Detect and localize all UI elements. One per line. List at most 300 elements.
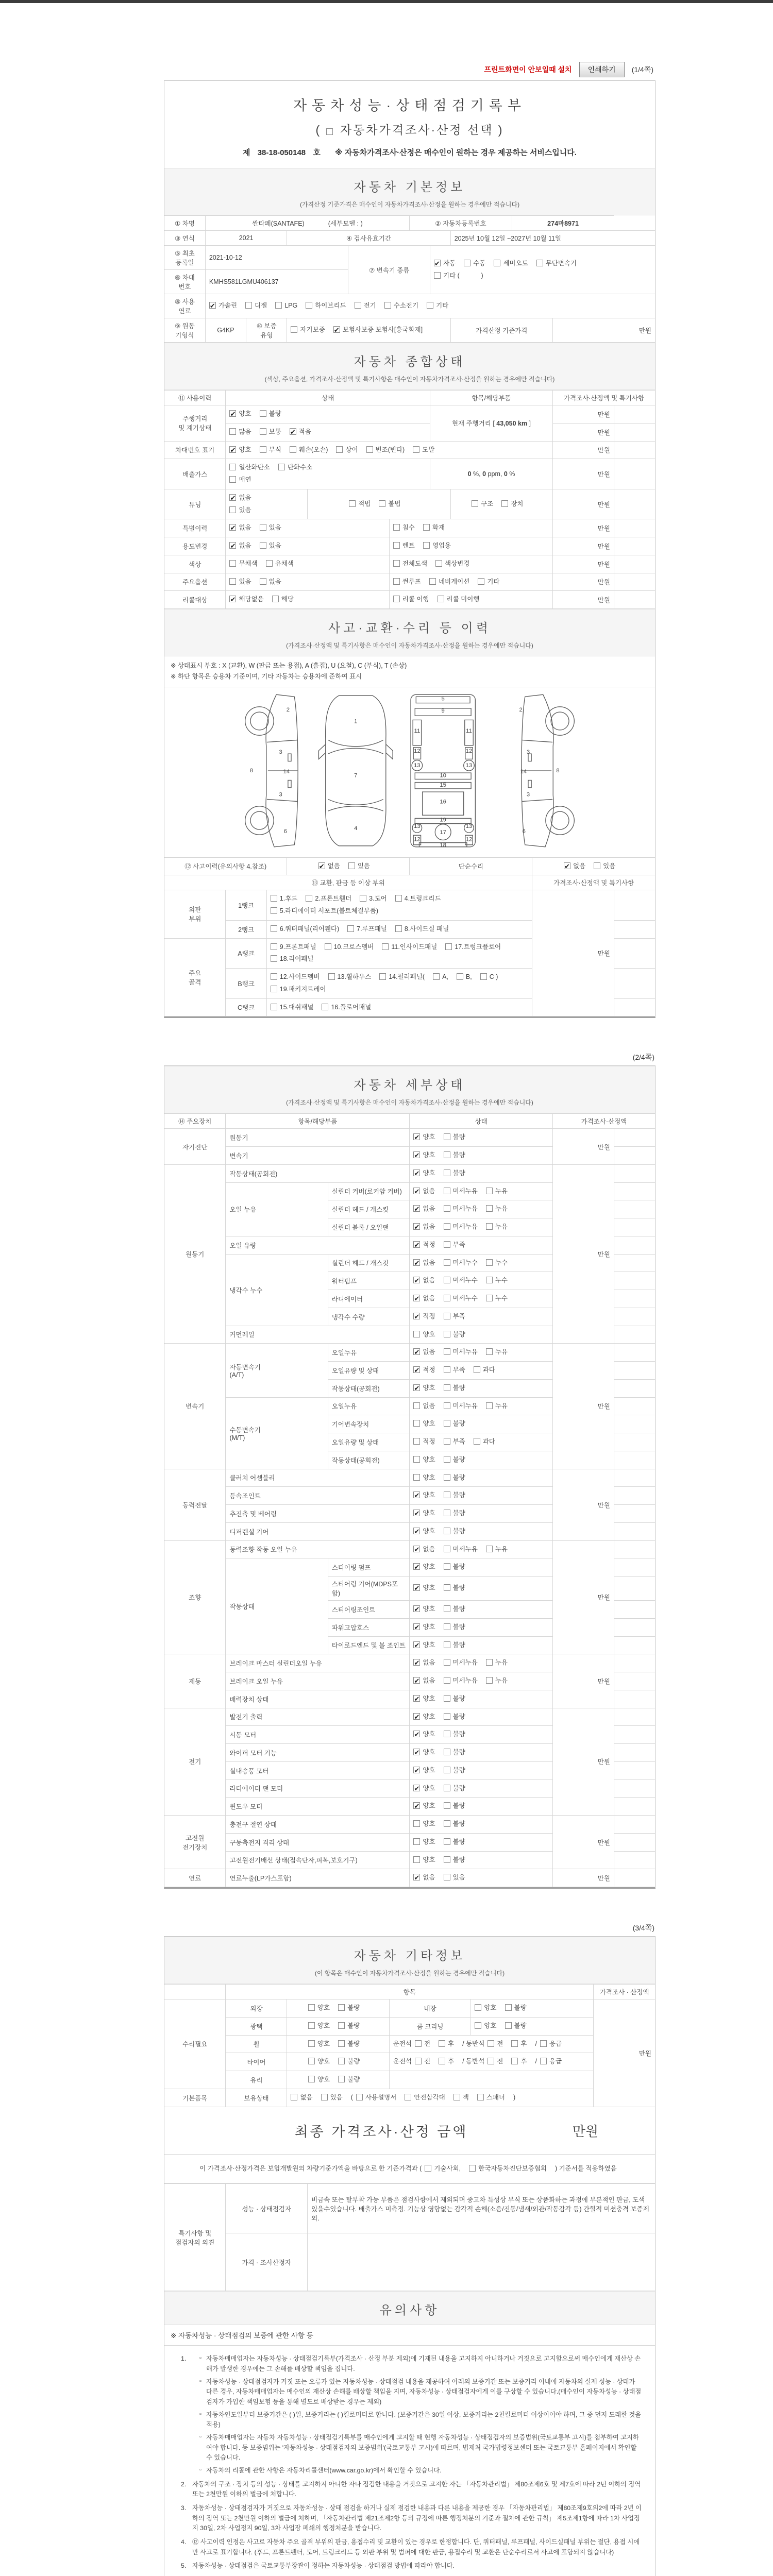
opt-상이: 상이 [336,444,358,456]
vin-mark-label: 차대번호 표기 [164,441,226,459]
opt-16.플로어패널: 16.플로어패널 [322,1002,371,1014]
checkbox[interactable] [444,1492,450,1498]
opt-불량: 불량 [444,1603,465,1616]
tuning-label: 튜닝 [164,489,226,519]
accident-history-label: ⑫ 사고이력(유의사항 4.참조) [164,857,287,875]
opt-양호: 양호 [413,1418,435,1430]
checkbox[interactable] [413,1456,420,1463]
checkbox[interactable] [336,446,343,453]
item-label: 동력조향 작동 오일 누유 [226,1540,410,1558]
checkbox[interactable] [229,476,236,483]
checkbox[interactable] [413,1474,420,1481]
checkbox[interactable] [444,1348,450,1355]
opt-불량: 불량 [338,2002,360,2014]
checkbox[interactable] [325,943,331,950]
checkbox[interactable] [413,1856,420,1863]
state-options [410,1672,553,1690]
checkbox[interactable] [474,1438,480,1445]
checkbox[interactable] [260,524,266,531]
리콜대상-label: 리콜대상 [164,591,226,609]
opt-전: 전 [415,2056,430,2068]
checkbox-checked[interactable] [413,1584,420,1591]
opt-부족: 부족 [444,1239,465,1251]
checkbox[interactable] [505,2004,512,2011]
checkbox[interactable] [245,302,252,309]
checkbox[interactable] [444,1528,450,1534]
checkbox[interactable] [433,973,440,980]
checkbox-checked[interactable] [318,862,325,869]
checkbox[interactable] [444,1402,450,1409]
checkbox-checked[interactable] [413,1623,420,1630]
checkbox-checked[interactable] [229,446,236,453]
checkbox-checked[interactable] [229,524,236,531]
spare [614,1851,655,1869]
checkbox[interactable] [486,1188,493,1194]
checkbox[interactable] [486,1402,493,1409]
spare [614,1433,655,1451]
spare [614,1618,655,1636]
checkbox[interactable] [444,1205,450,1212]
checkbox[interactable] [260,428,266,435]
checkbox-checked[interactable] [413,1205,420,1212]
checkbox[interactable] [435,560,442,567]
checkbox-checked[interactable] [413,1348,420,1355]
opt-해당없음: ✔ 해당없음 [229,594,263,606]
inspector-label: 성능 · 상태점검자 [226,2184,308,2233]
특별이력-label: 특별이력 [164,519,226,537]
checkbox[interactable] [444,1695,450,1702]
checkbox[interactable] [434,272,441,279]
checkbox-checked[interactable] [564,862,570,869]
checkbox[interactable] [444,1731,450,1737]
checkbox[interactable] [488,2058,494,2064]
checkbox[interactable] [486,1295,493,1301]
checkbox[interactable] [291,326,297,333]
hold-state-label: 보유상태 [226,2089,287,2107]
checkbox[interactable] [444,1366,450,1373]
checkbox[interactable] [444,1295,450,1301]
checkbox[interactable] [413,1820,420,1827]
checkbox[interactable] [444,1785,450,1791]
checkbox[interactable] [444,1749,450,1755]
checkbox[interactable] [395,895,402,902]
opt-12.사이드멤버: 12.사이드멤버 [271,971,320,984]
opt-불량: 불량 [444,1489,465,1502]
checkbox[interactable] [423,524,430,531]
opt-누유: 누유 [486,1544,508,1556]
checkbox[interactable] [393,560,400,567]
opt-19.패키지트레이: 19.패키지트레이 [271,984,326,996]
checkbox[interactable] [480,973,487,980]
spare [614,1236,655,1254]
state-options [410,1601,553,1619]
checkbox[interactable] [260,542,266,549]
checkbox[interactable] [444,1151,450,1158]
checkbox-checked[interactable] [434,260,441,266]
checkbox-checked[interactable] [413,1605,420,1612]
checkbox-checked[interactable] [413,1802,420,1809]
diagram-part-13: 13 [465,823,473,829]
checkbox[interactable] [355,302,361,309]
checkbox-checked[interactable] [413,1528,420,1534]
checkbox[interactable] [415,2040,422,2047]
spare [614,1505,655,1523]
checkbox[interactable] [486,1259,493,1266]
fuel-options [205,294,655,318]
opt-있음: 있음 [321,2092,343,2104]
state-options [226,555,389,573]
print-install-hint-link[interactable]: 프린트화면이 안보일때 설치 [484,65,572,74]
checkbox[interactable] [425,2165,431,2172]
checkbox-checked[interactable] [413,1546,420,1552]
checkbox[interactable] [382,943,389,950]
checkbox[interactable] [444,1563,450,1570]
opt-전: 전 [415,2038,430,2050]
checkbox[interactable] [266,560,273,567]
checkbox[interactable] [229,464,236,470]
checkbox[interactable] [393,596,400,602]
checkbox[interactable] [347,925,354,932]
checkbox[interactable] [429,578,436,585]
checkbox[interactable] [379,973,386,980]
sub-item-label: 라디에이터 [328,1290,410,1308]
checkbox[interactable] [260,410,266,417]
spare [614,1164,655,1182]
checkbox[interactable] [413,446,419,453]
checkbox[interactable] [306,302,312,309]
checkbox[interactable] [308,2022,315,2029]
price-unit: 만원 [532,890,614,1016]
checkbox[interactable] [308,2076,315,2082]
checkbox-checked[interactable] [413,1151,420,1158]
state-options [226,537,389,555]
checkbox-checked[interactable] [333,326,340,333]
checkbox[interactable] [360,895,366,902]
checkbox[interactable] [229,428,236,435]
checkbox[interactable] [229,506,236,513]
checkbox[interactable] [384,302,391,309]
checkbox-checked[interactable] [413,1641,420,1648]
spare [614,1798,655,1816]
checkbox[interactable] [472,500,478,507]
checkbox-checked[interactable] [413,1133,420,1140]
checkbox[interactable] [469,2165,476,2172]
checkbox-checked[interactable] [413,1492,420,1498]
checkbox[interactable] [444,1677,450,1684]
checkbox[interactable] [444,1856,450,1863]
checkbox[interactable] [444,1277,450,1283]
checkbox[interactable] [308,2004,315,2011]
checkbox[interactable] [338,2058,345,2064]
checkbox[interactable] [322,1004,328,1010]
col-device: ⑭ 주요장치 [164,1114,226,1129]
checkbox[interactable] [444,1838,450,1845]
checkbox-checked[interactable] [413,1874,420,1880]
checkbox[interactable] [439,2040,445,2047]
checkbox[interactable] [444,1584,450,1591]
spare [614,1833,655,1851]
checkbox[interactable] [338,2004,345,2011]
checkbox-checked[interactable] [413,1223,420,1230]
checkbox[interactable] [494,260,500,266]
checkbox-checked[interactable] [413,1313,420,1319]
checkbox-checked[interactable] [413,1695,420,1702]
window-top-edge [0,0,773,3]
sub-item-label: 오일유량 및 상태 [328,1433,410,1451]
checkbox[interactable] [444,1605,450,1612]
spare [614,1636,655,1654]
spare [614,1326,655,1344]
checkbox[interactable] [444,1713,450,1720]
checkbox[interactable] [453,2094,460,2100]
checkbox[interactable] [290,446,296,453]
checkbox[interactable] [477,2094,484,2100]
checkbox[interactable] [278,464,285,470]
spare [614,1726,655,1744]
spare [614,489,655,519]
checkbox[interactable] [444,1546,450,1552]
opt-불량: 불량 [444,1693,465,1705]
checkbox[interactable] [438,596,444,602]
checkbox[interactable] [488,2040,494,2047]
checkbox[interactable] [486,1205,493,1212]
checkbox[interactable] [271,1004,277,1010]
checkbox-checked[interactable] [413,1295,420,1301]
opt-응급: 응급 [540,2038,562,2050]
checkbox[interactable] [444,1767,450,1773]
checkbox-checked[interactable] [229,494,236,501]
state-options [410,1708,553,1726]
print-button[interactable]: 인쇄하기 [579,62,625,77]
checkbox[interactable] [444,1623,450,1630]
checkbox[interactable] [338,2022,345,2029]
checkbox-checked[interactable] [413,1241,420,1248]
checkbox[interactable] [444,1510,450,1516]
checkbox[interactable] [486,1277,493,1283]
spare [614,1522,655,1540]
checkbox[interactable] [415,2058,422,2064]
checkbox[interactable] [229,578,236,585]
checkbox[interactable] [338,2076,345,2082]
checkbox[interactable] [328,973,335,980]
checkbox[interactable] [444,1241,450,1248]
checkbox-checked[interactable] [413,1659,420,1666]
checkbox-checked[interactable] [413,1749,420,1755]
opt-불량: 불량 [444,1418,465,1430]
inline-text: ) [513,2093,516,2101]
checkbox[interactable] [393,578,400,585]
price-select-checkbox[interactable] [326,128,333,135]
opt-누유: 누유 [486,1400,508,1413]
opt-양호: 양호 [308,2002,330,2014]
spare [614,1761,655,1780]
checkbox[interactable] [413,1402,420,1409]
item-label: 실내송풍 모터 [226,1761,410,1780]
checkbox-checked[interactable] [413,1366,420,1373]
checkbox[interactable] [444,1259,450,1266]
checkbox[interactable] [444,1659,450,1666]
opt-없음: ✔ 없음 [564,860,585,873]
checkbox-checked[interactable] [290,428,296,435]
checkbox[interactable] [594,862,600,869]
checkbox[interactable] [413,1420,420,1427]
checkbox[interactable] [444,1133,450,1140]
checkbox[interactable] [275,302,282,309]
checkbox[interactable] [501,500,508,507]
basic-info-table [164,215,655,343]
checkbox[interactable] [444,1188,450,1194]
checkbox[interactable] [291,2094,297,2100]
checkbox[interactable] [486,1348,493,1355]
checkbox[interactable] [321,2094,328,2100]
checkbox[interactable] [260,446,266,453]
checkbox[interactable] [464,260,470,266]
checkbox[interactable] [393,524,400,531]
checkbox[interactable] [540,2040,547,2047]
checkbox-checked[interactable] [413,1170,420,1176]
state-options [226,591,389,609]
document-title: 자동차성능·상태점검기록부 [293,98,526,113]
checkbox-checked[interactable] [413,1510,420,1516]
checkbox-checked[interactable] [229,542,236,549]
checkbox[interactable] [393,542,400,549]
checkbox[interactable] [272,596,279,602]
mileage-label: 주행거리 및 계기상태 [164,405,226,442]
vin-value: KMHS581LGMU406137 [205,270,348,294]
opt-없음: ✔ 없음 [413,1872,435,1884]
checkbox[interactable] [540,2058,547,2064]
checkbox[interactable] [413,1838,420,1845]
opt-침수: 침수 [393,522,415,534]
sub-item-label: 오일유량 및 상태 [328,1362,410,1380]
checkbox[interactable] [486,1659,493,1666]
checkbox[interactable] [457,973,463,980]
checkbox-checked[interactable] [413,1785,420,1791]
opt-양호: ✔양호 [413,1582,435,1595]
opt-수소전기: 수소전기 [384,300,418,312]
checkbox-checked[interactable] [413,1259,420,1266]
checkbox[interactable] [444,1331,450,1337]
checkbox[interactable] [306,895,312,902]
checkbox[interactable] [511,2040,518,2047]
checkbox[interactable] [271,907,277,914]
checkbox-checked[interactable] [413,1384,420,1391]
checkbox-checked[interactable] [413,1713,420,1720]
tire-positions [389,2053,594,2071]
checkbox[interactable] [260,578,266,585]
checkbox[interactable] [511,2058,518,2064]
checkbox[interactable] [478,578,484,585]
state-options [410,1798,553,1816]
checkbox[interactable] [413,1438,420,1445]
state-options [410,1558,553,1577]
checkbox[interactable] [474,1366,480,1373]
price-unit: 만원 [552,519,614,537]
opt-있음: 있음 [229,504,251,517]
device-변속기: 변속기 [164,1344,226,1469]
checkbox-checked[interactable] [229,596,236,602]
checkbox[interactable] [271,895,277,902]
mileage-state-1 [226,405,430,423]
checkbox-checked[interactable] [413,1188,420,1194]
checkbox[interactable] [349,500,356,507]
opt-누유: 누유 [486,1346,508,1359]
checkbox-checked[interactable] [413,1767,420,1773]
checkbox[interactable] [505,2022,512,2029]
checkbox[interactable] [271,943,277,950]
checkbox[interactable] [366,446,373,453]
checkbox[interactable] [338,2040,345,2047]
checkbox[interactable] [444,1223,450,1230]
checkbox[interactable] [427,302,433,309]
checkbox[interactable] [444,1170,450,1176]
checkbox[interactable] [271,955,277,962]
base-price-unit: 만원 [552,318,655,343]
checkbox[interactable] [444,1802,450,1809]
checkbox[interactable] [444,1438,450,1445]
checkbox[interactable] [475,2004,481,2011]
checkbox-checked[interactable] [413,1277,420,1283]
checkbox[interactable] [536,260,543,266]
outer-panel-label: 외판 부위 [164,890,226,938]
checkbox[interactable] [229,560,236,567]
checkbox[interactable] [271,973,277,980]
checkbox[interactable] [444,1456,450,1463]
checkbox[interactable] [486,1546,493,1552]
diagram-part-3: 3 [279,749,282,755]
checkbox[interactable] [445,943,452,950]
checkbox[interactable] [486,1223,493,1230]
checkbox[interactable] [423,542,430,549]
checkbox[interactable] [405,2094,411,2100]
checkbox[interactable] [444,1820,450,1827]
checkbox[interactable] [444,1474,450,1481]
item-label: 배력장치 상태 [226,1690,410,1708]
vin-label: ⑥ 차대 번호 [164,270,205,294]
checkbox[interactable] [444,1420,450,1427]
checkbox[interactable] [444,1313,450,1319]
checkbox[interactable] [444,1384,450,1391]
checkbox[interactable] [271,986,277,992]
checkbox[interactable] [308,2058,315,2064]
sub-item-label: 스티어링 펌프 [328,1558,410,1577]
checkbox[interactable] [486,1677,493,1684]
checkbox[interactable] [444,1874,450,1880]
checkbox[interactable] [444,1641,450,1648]
checkbox[interactable] [356,2094,363,2100]
checkbox-checked[interactable] [413,1731,420,1737]
price-basis-line [164,2155,655,2184]
checkbox-checked[interactable] [413,1677,420,1684]
state-options [410,1726,553,1744]
opt-훼손(오손): 훼손(오손) [290,444,328,456]
checkbox[interactable] [271,925,277,932]
checkbox-checked[interactable] [209,302,216,309]
opt-부식: 부식 [260,444,281,456]
checkbox[interactable] [379,500,385,507]
checkbox[interactable] [475,2022,481,2029]
checkbox[interactable] [395,925,402,932]
opt-양호: ✔ 양호 [413,1747,435,1759]
checkbox-checked[interactable] [413,1563,420,1570]
opt-미세누유: 미세누유 [444,1185,478,1198]
main-frame-label: 주요 골격 [164,938,226,1016]
checkbox[interactable] [308,2040,315,2047]
checkbox[interactable] [413,1331,420,1337]
checkbox[interactable] [439,2058,445,2064]
checkbox[interactable] [348,862,355,869]
checkbox-checked[interactable] [229,410,236,417]
